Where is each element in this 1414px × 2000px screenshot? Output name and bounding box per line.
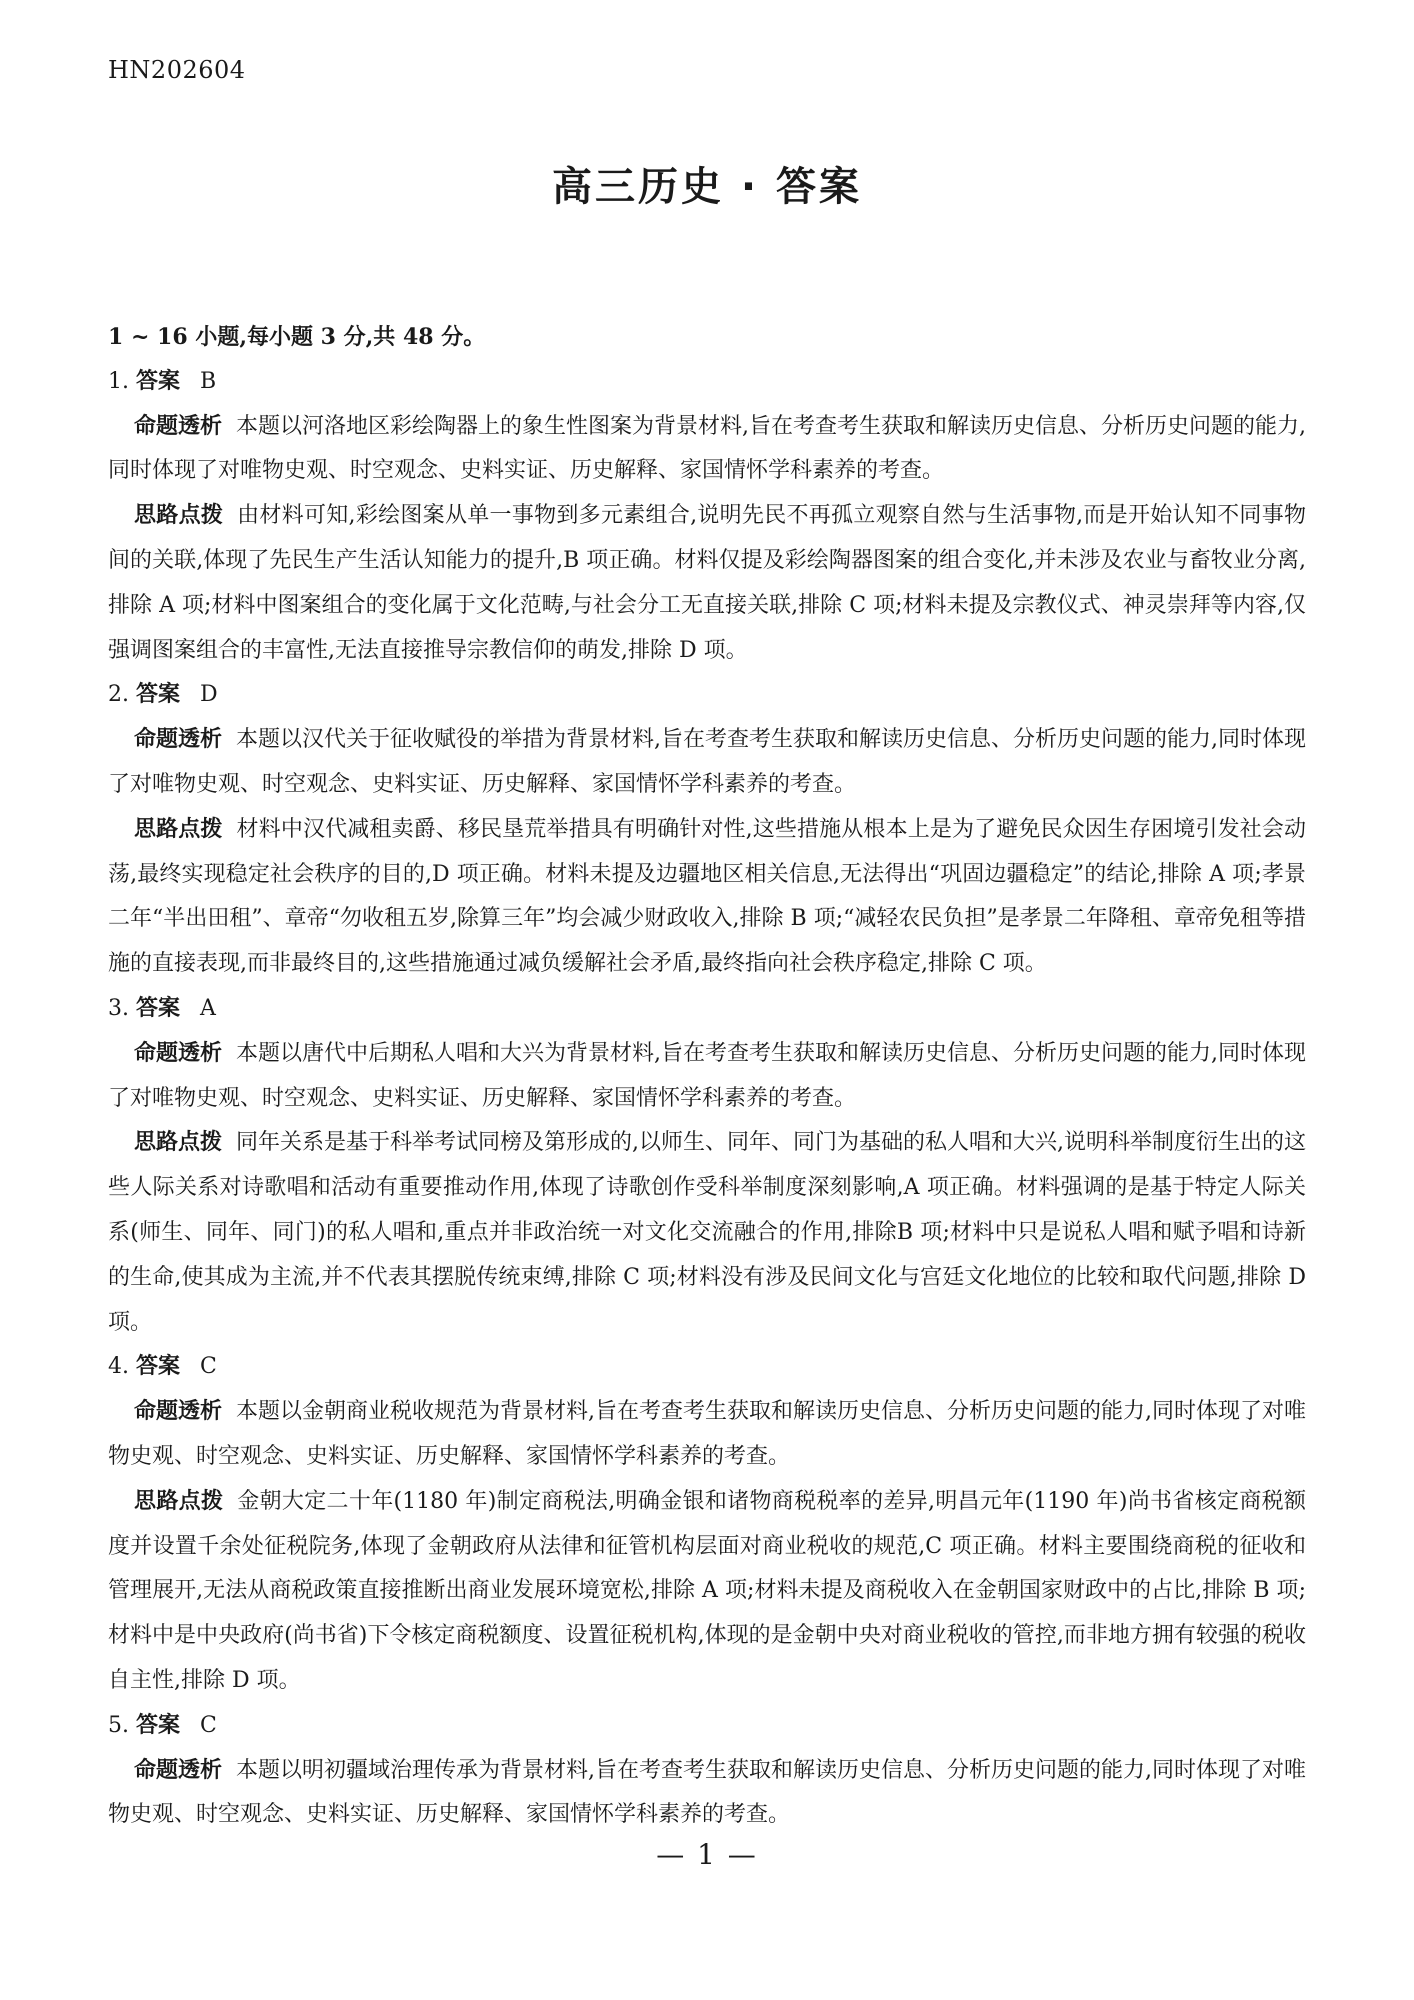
analysis-text: 本题以明初疆域治理传承为背景材料,旨在考查考生获取和解读历史信息、分析历史问题的能力,同时体现了对唯物史观、时空观念、史料实证、历史解释、家国情怀学科素养的考查。 bbox=[108, 1757, 1307, 1828]
analysis-text: 本题以河洛地区彩绘陶器上的象生性图案为背景材料,旨在考查考生获取和解读历史信息、分析历史问题的能力,同时体现了对唯物史观、时空观念、史料实证、历史解释、家国情怀学科素养的考查。 bbox=[108, 413, 1307, 484]
analysis-tag: 命题透析 bbox=[134, 1040, 223, 1066]
question-header bbox=[108, 1704, 1306, 1749]
analysis-tag: 命题透析 bbox=[134, 413, 223, 439]
analysis-paragraph bbox=[108, 1390, 1306, 1480]
answer-value: C bbox=[200, 1354, 217, 1380]
question-number: 2. bbox=[108, 682, 129, 708]
hint-text: 由材料可知,彩绘图案从单一事物到多元素组合,说明先民不再孤立观察自然与生活事物,而是开始认知不同事物间的关联,体现了先民生产生活认知能力的提升,B 项正确。材料仅提及彩绘陶器图案的组合变化,并未涉及农业与畜牧业分离,排除 A 项;材料中图案组合的变化属于文化范畴,与社会分工无直接关联,排除 C 项;材料未提及宗教仪式、神灵崇拜等内容,仅强调图案组合的丰富性,无法直接推导宗教信仰的萌发,排除 D 项。 bbox=[108, 503, 1306, 663]
hint-paragraph bbox=[108, 808, 1306, 987]
analysis-paragraph bbox=[108, 718, 1306, 808]
hint-paragraph bbox=[108, 1121, 1306, 1345]
page-title: 高三历史 · 答案 bbox=[551, 164, 863, 210]
question-number: 1. bbox=[108, 368, 129, 394]
question-item bbox=[108, 360, 1306, 674]
question-item bbox=[108, 1704, 1306, 1838]
hint-tag: 思路点拨 bbox=[134, 1130, 223, 1156]
question-number: 4. bbox=[108, 1354, 129, 1380]
hint-text: 材料中汉代减租卖爵、移民垦荒举措具有明确针对性,这些措施从根本上是为了避免民众因生存困境引发社会动荡,最终实现稳定社会秩序的目的,D 项正确。材料未提及边疆地区相关信息,无法得出“巩固边疆稳定”的结论,排除 A 项;孝景二年“半出田租”、章帝“勿收租五岁,除算三年”均会减少财政收入,排除 B 项;“减轻农民负担”是孝景二年降租、章帝免租等措施的直接表现,而非最终目的,这些措施通过减负缓解社会矛盾,最终指向社会秩序稳定,排除 C 项。 bbox=[108, 816, 1306, 977]
analysis-text: 本题以汉代关于征收赋役的举措为背景材料,旨在考查考生获取和解读历史信息、分析历史问题的能力,同时体现了对唯物史观、时空观念、史料实证、历史解释、家国情怀学科素养的考查。 bbox=[108, 727, 1307, 797]
question-number: 5. bbox=[108, 1712, 129, 1738]
answer-label: 答案 bbox=[136, 995, 181, 1021]
answer-content bbox=[108, 315, 1306, 1838]
question-item bbox=[108, 987, 1306, 1345]
answer-label: 答案 bbox=[136, 1712, 181, 1738]
question-header bbox=[108, 673, 1306, 718]
analysis-paragraph bbox=[108, 1749, 1306, 1839]
analysis-text: 本题以金朝商业税收规范为背景材料,旨在考查考生获取和解读历史信息、分析历史问题的能力,同时体现了对唯物史观、时空观念、史料实证、历史解释、家国情怀学科素养的考查。 bbox=[108, 1399, 1307, 1469]
hint-tag: 思路点拨 bbox=[134, 503, 224, 529]
analysis-tag: 命题透析 bbox=[134, 727, 223, 753]
answer-value: B bbox=[200, 368, 217, 394]
hint-tag: 思路点拨 bbox=[134, 1488, 224, 1514]
hint-text: 金朝大定二十年(1180 年)制定商税法,明确金银和诸物商税税率的差异,明昌元年(1190 年)尚书省核定商税额度并设置千余处征税院务,体现了金朝政府从法律和征管机构层面对商业税收的规范,C 项正确。材料主要围绕商税的征收和管理展开,无法从商税政策直接推断出商业发展环境宽松,排除 A 项;材料未提及商税收入在金朝国家财政中的占比,排除 B 项;材料中是中央政府(尚书省)下令核定商税额度、设置征税机构,体现的是金朝中央对商业税收的管控,而非地方拥有较强的税收自主性,排除 D 项。 bbox=[108, 1488, 1306, 1693]
question-header bbox=[108, 1345, 1306, 1390]
document-code: HN202604 bbox=[108, 56, 246, 84]
answer-value: D bbox=[200, 682, 218, 708]
analysis-paragraph bbox=[108, 1032, 1306, 1122]
question-item bbox=[108, 1345, 1306, 1703]
answer-value: A bbox=[200, 995, 216, 1021]
analysis-tag: 命题透析 bbox=[134, 1399, 223, 1425]
hint-tag: 思路点拨 bbox=[134, 816, 223, 842]
question-list bbox=[108, 360, 1306, 1838]
answer-value: C bbox=[200, 1712, 217, 1738]
answer-label: 答案 bbox=[136, 682, 181, 708]
question-header bbox=[108, 987, 1306, 1032]
analysis-paragraph bbox=[108, 405, 1306, 495]
question-item bbox=[108, 673, 1306, 987]
analysis-tag: 命题透析 bbox=[134, 1757, 223, 1783]
answer-label: 答案 bbox=[136, 1354, 181, 1380]
hint-paragraph bbox=[108, 494, 1306, 673]
hint-paragraph bbox=[108, 1480, 1306, 1704]
analysis-text: 本题以唐代中后期私人唱和大兴为背景材料,旨在考查考生获取和解读历史信息、分析历史问题的能力,同时体现了对唯物史观、时空观念、史料实证、历史解释、家国情怀学科素养的考查。 bbox=[108, 1040, 1307, 1111]
question-header bbox=[108, 360, 1306, 405]
page-number: — 1 — bbox=[656, 1838, 758, 1871]
answer-label: 答案 bbox=[136, 368, 181, 394]
section-summary: 1 ~ 16 小题,每小题 3 分,共 48 分。 bbox=[108, 324, 486, 350]
question-number: 3. bbox=[108, 995, 129, 1021]
hint-text: 同年关系是基于科举考试同榜及第形成的,以师生、同年、同门为基础的私人唱和大兴,说明科举制度衍生出的这些人际关系对诗歌唱和活动有重要推动作用,体现了诗歌创作受科举制度深刻影响,A 项正确。材料强调的是基于特定人际关系(师生、同年、同门)的私人唱和,重点并非政治统一对文化交流融合的作用,排除B 项;材料中只是说私人唱和赋予唱和诗新的生命,使其成为主流,并不代表其摆脱传统束缚,排除 C 项;材料没有涉及民间文化与宫廷文化地位的比较和取代问题,排除 D 项。 bbox=[108, 1130, 1307, 1335]
